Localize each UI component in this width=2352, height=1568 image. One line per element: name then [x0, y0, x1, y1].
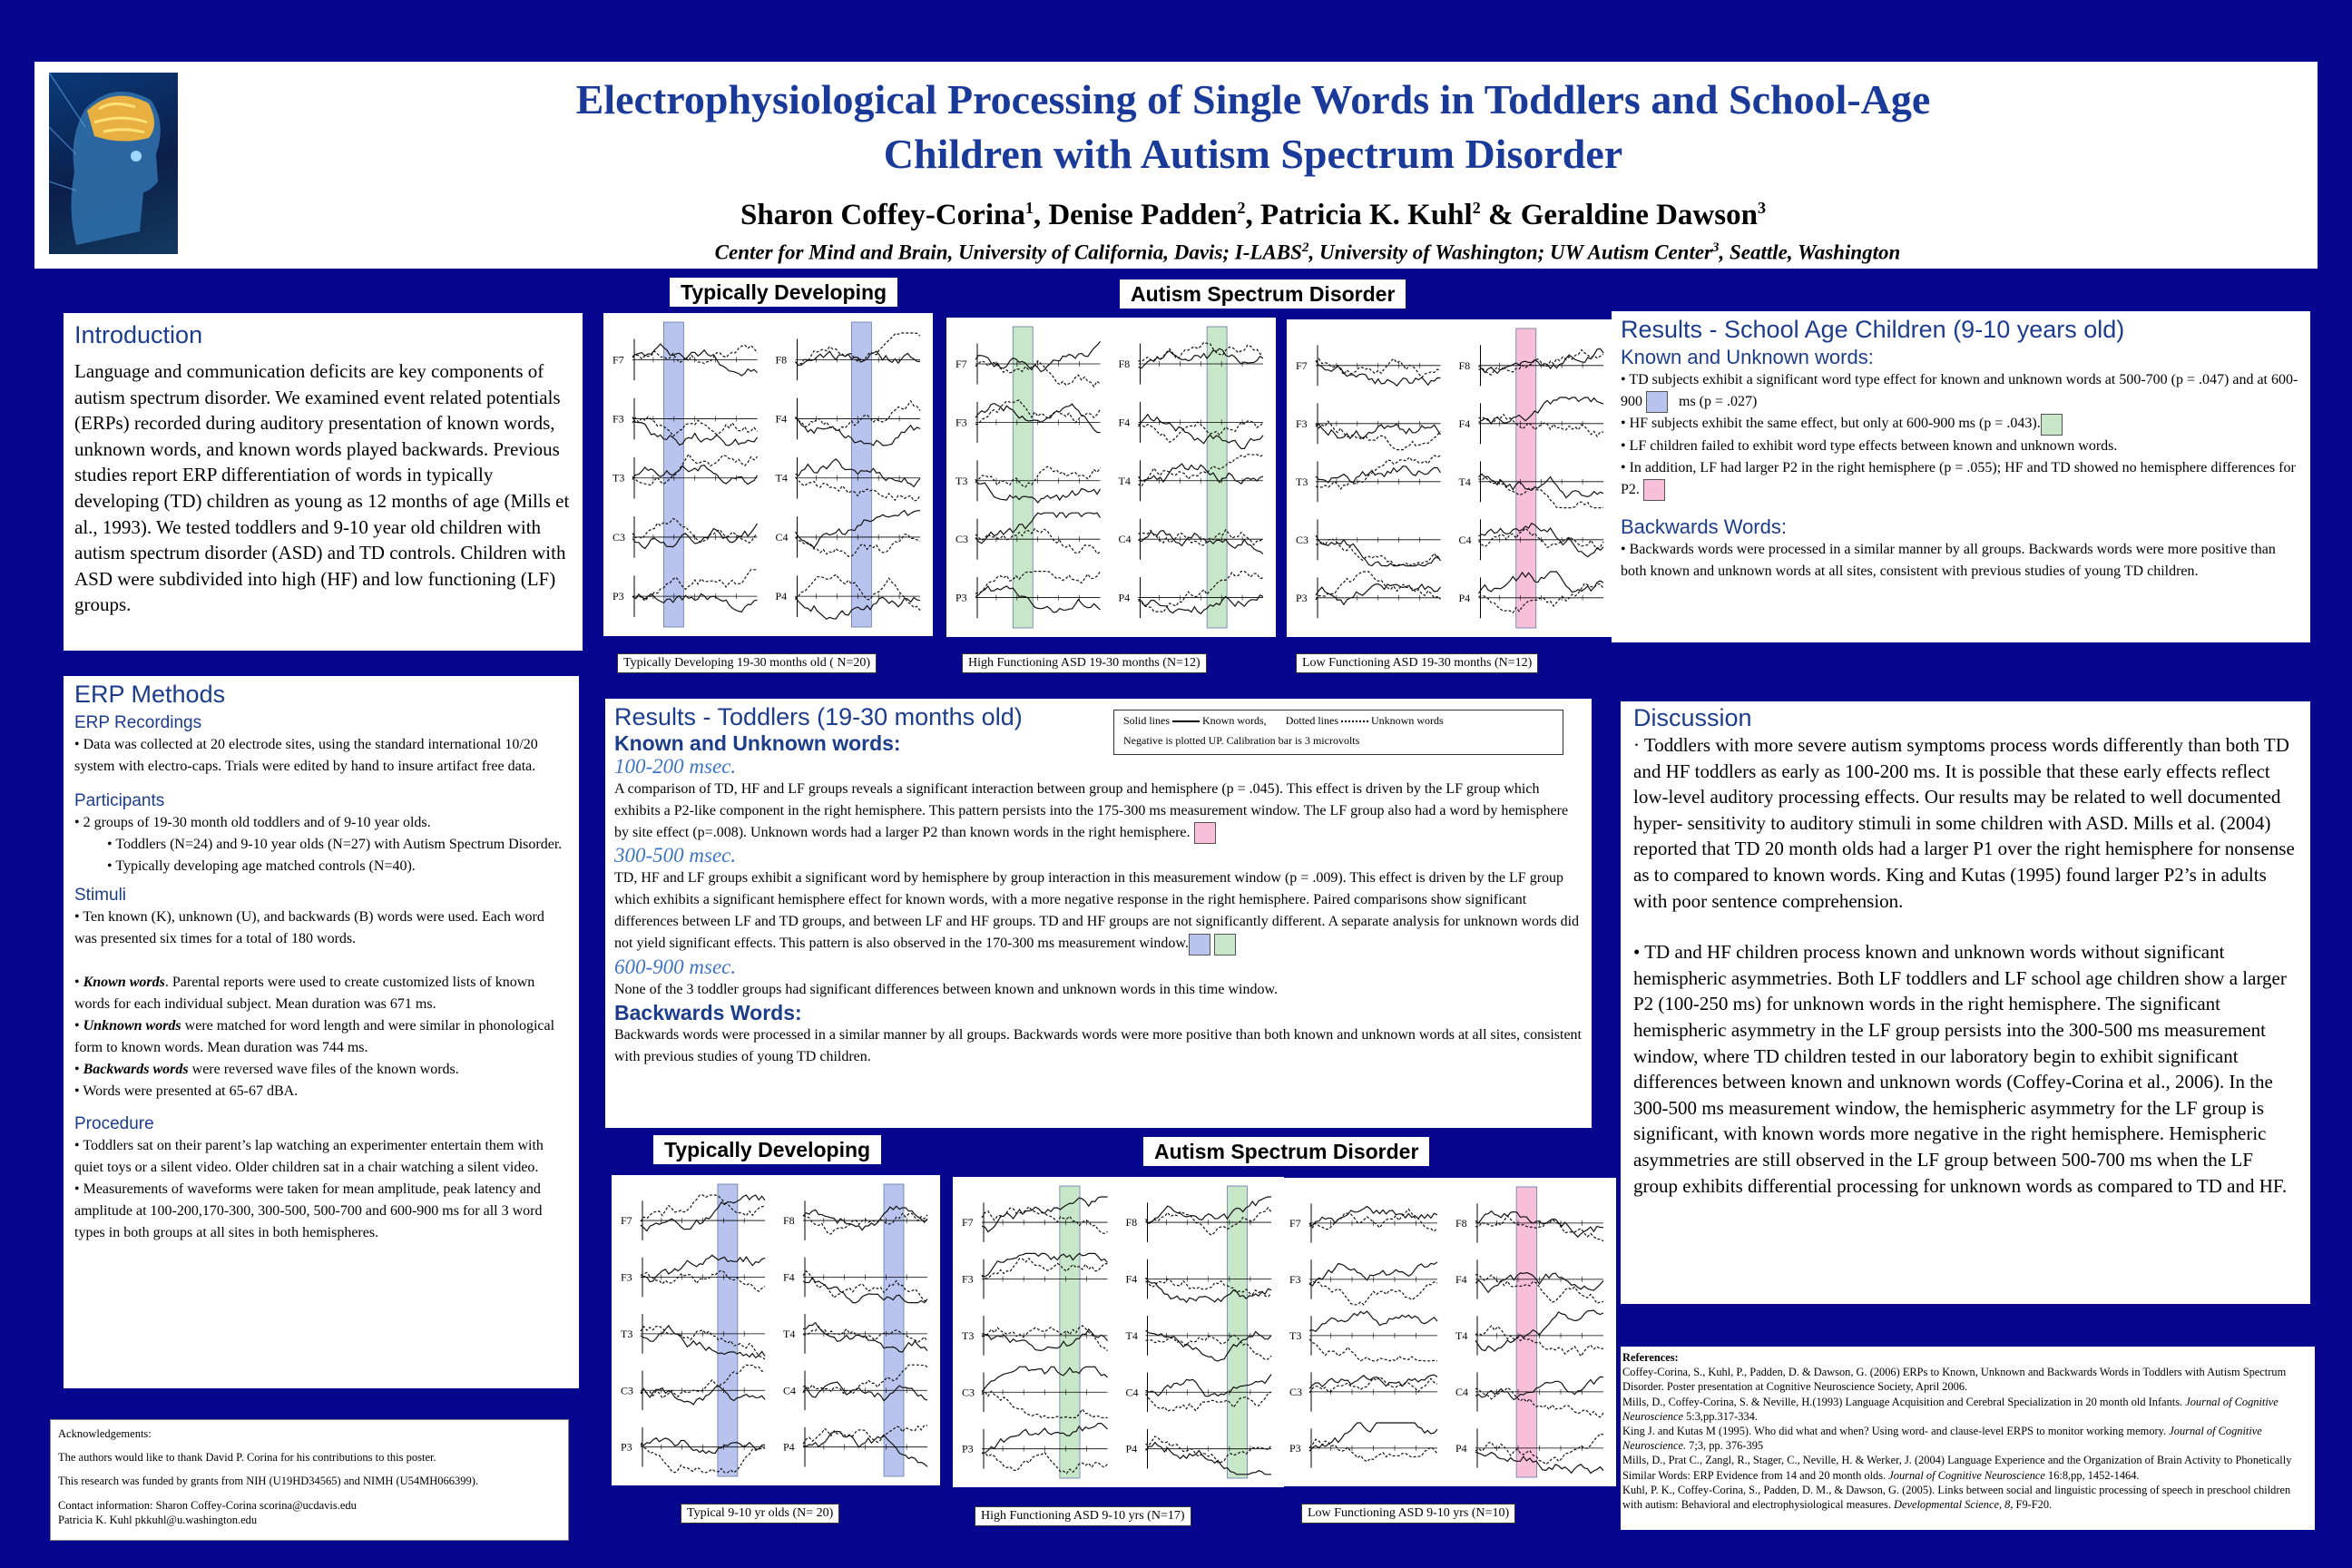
reference-text: Mills, D., Prat C., Zangl, R., Stager, C., Neville, H. & Werker, J. (2004) Language Experience and the Organization of Brain Activity to Phonetically Similar Words: ERP Evidence from 14 and 20 month olds. — [1622, 1454, 2292, 1482]
time-window-band — [1013, 327, 1033, 628]
authors — [216, 189, 2290, 234]
brain-logo — [49, 73, 178, 254]
legend-known: Known words, — [1202, 714, 1267, 727]
electrode-site-label: T4 — [1458, 475, 1471, 488]
stimuli-known: • Known words. Parental reports were used to create customized lists of known words for each individual subject. Mean duration was 671 ms. — [74, 975, 535, 1012]
electrode-site-label: C4 — [1455, 1385, 1469, 1398]
toddler-results-panel — [605, 699, 1592, 1128]
unknown-words-text: were matched for word length and were similar in phonological form to known words. Mean duration was 744 ms. — [74, 1018, 555, 1055]
stimuli-unknown: • Unknown words were matched for word length and were similar in phonological form to known words. Mean duration was 744 ms. — [74, 1018, 555, 1055]
time-window-band — [1516, 328, 1536, 628]
discussion-paragraph: • TD and HF children process known and unknown words without significant hemispheric asymmetries. Both LF toddlers and LF school age children show a larger P2 (100-250 ms) for unknown words in the right hemisphere. The significant hemispheric asymmetry in the LF group persists into the 300-500 ms measurement window, where TD children tested in our laboratory begin to exhibit significant differences between known and unknown words (Coffey-Corina et al., 2006). In the 300-500 ms measurement window, the hemispheric asymmetry for the LF group is significant, with known words more negative in the right hemisphere. Hemispheric asymmetries are still observed in the LF group between 500-700 ms when the LF group exhibits differential processing for unknown words as compared to TD and HF. — [1633, 941, 2288, 1197]
electrode-site-label: P3 — [612, 590, 624, 603]
reference-item — [1622, 1395, 2313, 1424]
backwards-words-text: were reversed wave files of the known words. — [188, 1062, 459, 1077]
window-100-200-text — [614, 779, 1583, 844]
electrode-site-label: F7 — [621, 1214, 632, 1228]
electrode-site-label: F7 — [1296, 358, 1308, 372]
known-word-waveform — [982, 1197, 1108, 1232]
electrode-site-label: F3 — [612, 412, 624, 426]
electrode-site-label: T4 — [783, 1327, 796, 1340]
electrode-site-label: F4 — [1458, 416, 1471, 430]
electrode-site-label: T4 — [1455, 1328, 1468, 1342]
unknown-word-waveform — [982, 1391, 1108, 1417]
author-2: Denise Padden — [1048, 199, 1238, 231]
reference-item: Coffey-Corina, S., Kuhl, P., Padden, D. & Dawson, G. (2006) ERPs to Known, Unknown and Backwards Words in Toddlers with Autism Spectrum Disorder. Poster presentation at Cognitive Neuroscience Society, April 2006. — [1622, 1366, 2287, 1394]
known-word-waveform — [1316, 584, 1441, 605]
methods-title: ERP Methods — [74, 681, 226, 708]
author-sep: , — [1245, 199, 1260, 231]
green-window-swatch — [2041, 414, 2063, 436]
legend-solid-label: Solid lines — [1123, 714, 1171, 727]
unknown-word-waveform — [1146, 1392, 1272, 1411]
toddler-backwards-text: Backwards words were processed in a similar manner by all groups. Backwards words were more positive than both known and unknown words at all sites, consistent with previous studies of young TD children. — [614, 1026, 1582, 1064]
window-text: TD, HF and LF groups exhibit a significant word by hemisphere by group interaction in this measurement window (p = .009). This effect is driven by the LF group which exhibits a significant hemisphere effect for known words, with a more negative response in the right hemisphere. Paired comparisons show significant differences between LF and TD groups, and between LF and HF groups. TD and HF groups are not significantly different. A separate analysis for unknown words did not yield significant effects. This pattern is also observed in the 170-300 ms measurement window. — [614, 870, 1580, 952]
ack-thanks: The authors would like to thank David P. Corina for his contributions to this poster. — [58, 1451, 436, 1464]
electrode-site-label: T4 — [1125, 1328, 1138, 1342]
affil-sup-2: 3 — [1712, 240, 1720, 255]
affil-sup-1: 2 — [1301, 240, 1309, 255]
toddler-backwards-heading: Backwards Words: — [614, 1000, 802, 1024]
electrode-site-label: F8 — [1455, 1216, 1467, 1230]
erp-figure-school-lf — [1280, 1178, 1616, 1486]
reference-item — [1622, 1483, 2313, 1512]
known-unknown-heading: Known and Unknown words: — [614, 731, 901, 755]
participants-item: • Toddlers (N=24) and 9-10 year olds (N=27) with Autism Spectrum Disorder. — [107, 837, 563, 852]
author-1: Sharon Coffey-Corina — [740, 199, 1025, 231]
school-backwards-text: • Backwards words were processed in a similar manner by all groups. Backwards words were more positive than both known and unknown words at all sites, consistent with previous studies of young TD children. — [1621, 541, 2276, 579]
unknown-word-waveform — [803, 1213, 927, 1234]
electrode-site-label: T3 — [1296, 475, 1308, 488]
legend-solid-line — [1172, 720, 1200, 722]
electrode-site-label: F3 — [962, 1272, 974, 1286]
electrode-site-label: F8 — [1458, 358, 1471, 372]
methods-panel — [64, 676, 579, 1388]
known-word-waveform — [641, 1195, 765, 1231]
blue-window-swatch — [1646, 391, 1668, 413]
figure-group-label-td: Typically Developing — [670, 278, 897, 307]
erp-waveform-plot — [953, 1177, 1284, 1487]
known-word-waveform — [1479, 474, 1604, 497]
erp-waveform-plot — [612, 1175, 940, 1485]
procedure-item: • Measurements of waveforms were taken for mean amplitude, peak latency and amplitude at 100-200,170-300, 300-500, 500-700 and 600-900 ms for all 3 word types in both groups at all sites in both hemispheres. — [74, 1181, 543, 1240]
recordings-text: • Data was collected at 20 electrode sites, using the standard international 10/20 system with electro-caps. Trials were edited by hand to insure artifact free data. — [74, 737, 538, 774]
reference-text: 7;3, pp. 376-395 — [1686, 1439, 1764, 1453]
known-word-waveform — [1309, 1311, 1437, 1331]
school-known-heading: Known and Unknown words: — [1621, 346, 1874, 368]
author-3: Patricia K. Kuhl — [1259, 199, 1473, 231]
reference-journal: Journal of Cognitive Neuroscience — [1888, 1468, 2045, 1482]
electrode-site-label: P3 — [621, 1440, 632, 1454]
electrode-site-label: F4 — [1455, 1272, 1467, 1286]
unknown-word-waveform — [1309, 1339, 1437, 1361]
electrode-site-label: C3 — [956, 533, 969, 546]
pink-window-swatch — [1194, 822, 1216, 844]
legend-unknown: Unknown words — [1371, 714, 1444, 727]
known-words-label: Known words — [83, 975, 165, 990]
reference-text: Kuhl, P. K., Coffey-Corina, S., Padden, D. M., & Dawson, G. (2005). Links between social and linguistic processing of speech in preschool children with autism: Behavioral and electrophysiological measures. — [1622, 1483, 2291, 1512]
electrode-site-label: C3 — [1289, 1385, 1303, 1398]
figure-caption: Low Functioning ASD 19-30 months (N=12) — [1296, 653, 1538, 673]
erp-waveform-plot — [1287, 319, 1616, 637]
discussion-title: Discussion — [1633, 704, 1752, 731]
toddler-results-title: Results - Toddlers (19-30 months old) — [614, 703, 1023, 730]
electrode-site-label: P4 — [783, 1440, 795, 1454]
procedure-heading: Procedure — [74, 1114, 154, 1133]
reference-text: King J. and Kutas M (1995). Who did what and when? Using word- and clause-level ERPS to monitor working memory. — [1622, 1425, 2167, 1438]
school-results-title: Results - School Age Children (9-10 years old) — [1621, 316, 2125, 343]
known-word-waveform — [1146, 1197, 1272, 1224]
recordings-heading: ERP Recordings — [74, 713, 202, 732]
reference-text: 5:3,pp.317-334. — [1682, 1409, 1758, 1423]
electrode-site-label: C4 — [775, 530, 789, 544]
unknown-word-waveform — [982, 1259, 1108, 1279]
ack-contact: Contact information: Sharon Coffey-Corina scorina@ucdavis.edu — [58, 1499, 357, 1512]
ack-contact: Patricia K. Kuhl pkkuhl@u.washington.edu — [58, 1514, 258, 1526]
known-word-waveform — [1139, 531, 1264, 554]
reference-journal: Journal of Cognitive Neuroscience. — [1622, 1425, 2262, 1453]
backwards-words-label: Backwards words — [83, 1062, 189, 1077]
author-4-affil: 3 — [1757, 199, 1766, 217]
electrode-site-label: T4 — [1118, 474, 1131, 487]
discussion-panel — [1621, 701, 2310, 1304]
erp-waveform-plot — [603, 313, 933, 636]
erp-figure-toddler-hf — [946, 318, 1276, 637]
time-window-band — [1348, 1187, 1368, 1477]
electrode-site-label: C4 — [1125, 1386, 1139, 1399]
participants-item: • 2 groups of 19-30 month old toddlers and of 9-10 year olds. — [74, 815, 431, 830]
author-3-affil: 2 — [1472, 199, 1481, 217]
window-300-500-text — [614, 867, 1583, 955]
known-word-waveform — [1475, 1310, 1603, 1351]
pink-window-swatch — [1643, 479, 1665, 501]
school-bullet-text: • TD subjects exhibit a significant word type effect for known and unknown words at 500-700 (p = .047) and at 600-900 — [1621, 372, 2298, 409]
ack-funding: This research was funded by grants from NIH (U19HD34565) and NIMH (U54MH066399). — [58, 1475, 479, 1487]
time-window-band — [718, 1184, 738, 1476]
acknowledgements-panel — [50, 1419, 569, 1541]
electrode-site-label: P3 — [1289, 1441, 1301, 1455]
erp-waveform-plot — [1280, 1178, 1616, 1486]
reference-journal: Journal of Cognitive Neuroscience — [1622, 1395, 2278, 1423]
figure-caption: High Functioning ASD 19-30 months (N=12) — [962, 653, 1207, 673]
electrode-site-label: C3 — [612, 530, 626, 544]
electrode-site-label: C3 — [1296, 533, 1309, 546]
poster-title-line-1: Electrophysiological Processing of Single Words in Toddlers and School-Age — [575, 76, 1931, 122]
electrode-site-label: C4 — [1458, 533, 1472, 546]
author-sep: , — [1033, 199, 1049, 231]
electrode-site-label: P3 — [1296, 591, 1308, 604]
figure-group-label-td: Typically Developing — [653, 1135, 881, 1164]
school-bullet: • LF children failed to exhibit word type effects between known and unknown words. — [1621, 437, 2118, 454]
unknown-word-waveform — [1139, 421, 1264, 442]
time-window-band — [1228, 1186, 1248, 1478]
figure-caption: Typical 9-10 yr olds (N= 20) — [681, 1504, 839, 1524]
figure-group-label-asd: Autism Spectrum Disorder — [1120, 279, 1406, 309]
known-word-waveform — [1475, 1452, 1603, 1473]
unknown-word-waveform — [975, 466, 1101, 487]
known-word-waveform — [1309, 1375, 1437, 1388]
figure-caption: High Functioning ASD 9-10 yrs (N=17) — [975, 1506, 1191, 1526]
affil-text-3: , Seattle, Washington — [1719, 240, 1901, 264]
reference-text: , F9-F20. — [2010, 1498, 2053, 1512]
electrode-site-label: T3 — [1289, 1328, 1302, 1342]
participants-heading: Participants — [74, 791, 165, 810]
reference-text: Mills, D., Coffey-Corina, S. & Neville, H.(1993) Language Acquisition and Cerebral Specialization in 20 month old Infants. — [1622, 1395, 2183, 1408]
stimuli-heading: Stimuli — [74, 886, 127, 905]
stimuli-item: • Ten known (K), unknown (U), and backwards (B) words were used. Each word was presented six times for a total of 180 words. — [74, 909, 544, 946]
electrode-site-label: F7 — [1289, 1216, 1301, 1230]
electrode-site-label: F3 — [621, 1270, 632, 1284]
electrode-site-label: F4 — [1125, 1272, 1138, 1286]
electrode-site-label: C4 — [1118, 533, 1132, 546]
reference-item — [1622, 1424, 2313, 1453]
known-word-waveform — [1479, 572, 1604, 593]
electrode-site-label: F4 — [783, 1270, 795, 1284]
electrode-site-label: T3 — [612, 471, 625, 485]
blue-window-swatch — [1189, 934, 1210, 956]
window-600-900-text: None of the 3 toddler groups had significant differences between known and unknown words in this time window. — [614, 981, 1278, 997]
unknown-word-waveform — [1475, 1216, 1603, 1241]
introduction-panel — [64, 313, 583, 651]
ack-title: Acknowledgements: — [58, 1427, 152, 1440]
known-word-waveform — [975, 404, 1101, 433]
known-word-waveform — [1316, 424, 1441, 438]
time-window-band — [884, 1184, 904, 1476]
electrode-site-label: F7 — [612, 353, 624, 367]
electrode-site-label: F3 — [956, 416, 967, 429]
electrode-site-label: F8 — [775, 353, 788, 367]
stimuli-backwards: • Backwards words were reversed wave files of the known words. — [74, 1062, 459, 1077]
electrode-site-label: F7 — [962, 1216, 974, 1230]
unknown-word-waveform — [1479, 415, 1604, 436]
window-100-200-heading: 100-200 msec. — [614, 755, 737, 778]
green-window-swatch — [1214, 934, 1236, 956]
author-2-affil: 2 — [1237, 199, 1246, 217]
header-panel — [34, 62, 2318, 269]
participants-item: • Typically developing age matched controls (N=40). — [107, 858, 416, 874]
erp-figure-toddler-td — [603, 313, 933, 636]
affil-text-2: , University of Washington; UW Autism Center — [1308, 240, 1712, 264]
school-bullet-text: • In addition, LF had larger P2 in the right hemisphere (p = .055); HF and TD showed no hemisphere differences for P2. — [1621, 459, 2296, 497]
erp-waveform-plot — [946, 318, 1276, 637]
time-window-band — [1516, 1187, 1537, 1477]
electrode-site-label: P4 — [1118, 591, 1131, 604]
electrode-site-label: P4 — [1458, 591, 1471, 604]
electrode-site-label: P4 — [1455, 1441, 1467, 1455]
electrode-site-label: T4 — [775, 471, 788, 485]
school-bullet — [1621, 413, 2301, 435]
figure-group-label-asd: Autism Spectrum Disorder — [1143, 1137, 1429, 1166]
electrode-site-label: P4 — [1125, 1442, 1138, 1455]
electrode-site-label: P3 — [956, 591, 967, 604]
electrode-site-label: T3 — [962, 1328, 975, 1342]
school-bullet-text: ms (p = .027) — [1679, 394, 1758, 409]
school-results-panel — [1612, 311, 2310, 642]
electrode-site-label: F8 — [1125, 1216, 1138, 1230]
school-bullet — [1621, 369, 2301, 413]
affil-text-1: Center for Mind and Brain, University of California, Davis; I-LABS — [714, 240, 1302, 264]
procedure-item: • Toddlers sat on their parent’s lap watching an experimenter entertain them with quiet toys or a silent video. Older children sat in a chair watching a silent video. — [74, 1138, 544, 1175]
unknown-word-waveform — [1146, 1335, 1272, 1359]
known-word-waveform — [1475, 1273, 1603, 1293]
unknown-word-waveform — [982, 1453, 1108, 1474]
legend-dotted-label: Dotted lines — [1285, 714, 1339, 727]
window-text: A comparison of TD, HF and LF groups reveals a significant interaction between group and hemisphere (p = .045). This effect is driven by the LF group which exhibits a P2-like component in the right hemisphere. This pattern persists into the 175-300 ms measurement window. The LF group also had a word by hemisphere by site effect (p=.008). Unknown words had a larger P2 than known words in the right hemisphere. — [614, 781, 1569, 840]
author-4: Geraldine Dawson — [1520, 199, 1758, 231]
reference-journal: Developmental Science, 8 — [1894, 1498, 2011, 1512]
electrode-site-label: F7 — [956, 357, 967, 370]
electrode-site-label: F4 — [775, 412, 788, 426]
legend-note: Negative is plotted UP. Calibration bar is 3 microvolts — [1123, 734, 1360, 747]
electrode-site-label: C4 — [783, 1384, 797, 1397]
legend-dotted-line — [1341, 720, 1368, 722]
known-word-waveform — [641, 1326, 765, 1357]
waveform-legend — [1113, 710, 1563, 755]
window-600-900-heading: 600-900 msec. — [614, 955, 737, 978]
electrode-site-label: P4 — [775, 590, 788, 603]
known-word-waveform — [803, 1278, 927, 1303]
electrode-site-label: C3 — [962, 1386, 975, 1399]
author-1-affil: 1 — [1024, 199, 1034, 217]
electrode-site-label: F4 — [1118, 416, 1131, 429]
reference-text: 16:8,pp, 1452-1464. — [2044, 1468, 2140, 1482]
erp-figure-school-td — [612, 1175, 940, 1485]
known-word-waveform — [632, 466, 758, 485]
electrode-site-label: P3 — [962, 1442, 974, 1455]
known-word-waveform — [982, 1367, 1108, 1392]
figure-caption: Typically Developing 19-30 months old ( N=20) — [617, 653, 877, 673]
erp-figure-school-hf — [953, 1177, 1284, 1487]
introduction-title: Introduction — [74, 321, 203, 348]
time-window-band — [851, 322, 871, 627]
known-word-waveform — [982, 1253, 1108, 1276]
electrode-site-label: F3 — [1289, 1272, 1301, 1286]
electrode-site-label: C3 — [621, 1384, 634, 1397]
known-word-waveform — [803, 1323, 927, 1352]
unknown-word-waveform — [803, 1426, 927, 1445]
electrode-site-label: F8 — [1118, 357, 1131, 370]
stimuli-item: • Words were presented at 65-67 dBA. — [74, 1083, 299, 1099]
known-word-waveform — [1479, 397, 1604, 424]
introduction-text: Language and communication deficits are key components of autism spectrum disorder. We examined event related potentials (ERPs) recorded during auditory presentation of known words, unknown words, and known words played backwards. Previous studies report ERP differentiation of words in typically developing (TD) children as young as 12 months of age (Mills et al., 1993). We tested toddlers and 9-10 year old children with autism spectrum disorder (ASD) and TD controls. Children with ASD were subdivided into high (HF) and low functioning (LF) groups. — [74, 360, 570, 616]
window-300-500-heading: 300-500 msec. — [614, 844, 737, 867]
references-panel — [1621, 1347, 2315, 1530]
electrode-site-label: F8 — [783, 1214, 795, 1228]
school-bullet — [1621, 457, 2301, 501]
discussion-paragraph: · Toddlers with more severe autism symptoms process words differently than both TD and HF toddlers as early as 100-200 ms. It is possible that these early effects reflect low-level auditory processing effects. Our results may be related to well documented hyper- sensitivity to auditory stimuli in some children with ASD. Mills et al. (2004) reported that TD 20 month olds had a larger P1 over the right hemisphere for nonsense as to compared to known words. King and Kutas (1995) found larger P2’s in adults with poor sentence comprehension. — [1633, 734, 2295, 912]
known-word-waveform — [1309, 1262, 1437, 1286]
unknown-word-waveform — [1309, 1281, 1437, 1305]
affiliations — [298, 234, 2318, 267]
author-sep: & — [1480, 199, 1521, 231]
figure-caption: Low Functioning ASD 9-10 yrs (N=10) — [1301, 1504, 1515, 1524]
school-bullet-text: • HF subjects exhibit the same effect, but only at 600-900 ms (p = .043). — [1621, 416, 2041, 432]
unknown-words-label: Unknown words — [83, 1018, 181, 1034]
unknown-word-waveform — [641, 1195, 765, 1221]
erp-figure-toddler-lf — [1287, 319, 1616, 637]
known-word-waveform — [975, 341, 1101, 371]
poster-title-line-2: Children with Autism Spectrum Disorder — [883, 131, 1623, 177]
electrode-site-label: F3 — [1296, 416, 1308, 430]
electrode-site-label: T3 — [621, 1327, 633, 1340]
references-title: References: — [1622, 1351, 1679, 1364]
known-words-text: . Parental reports were used to create customized lists of known words for each individual subject. Mean duration was 671 ms. — [74, 975, 535, 1012]
electrode-site-label: T3 — [956, 474, 968, 487]
unknown-word-waveform — [1139, 342, 1264, 362]
reference-item — [1622, 1453, 2313, 1482]
school-backwards-heading: Backwards Words: — [1621, 514, 1787, 538]
